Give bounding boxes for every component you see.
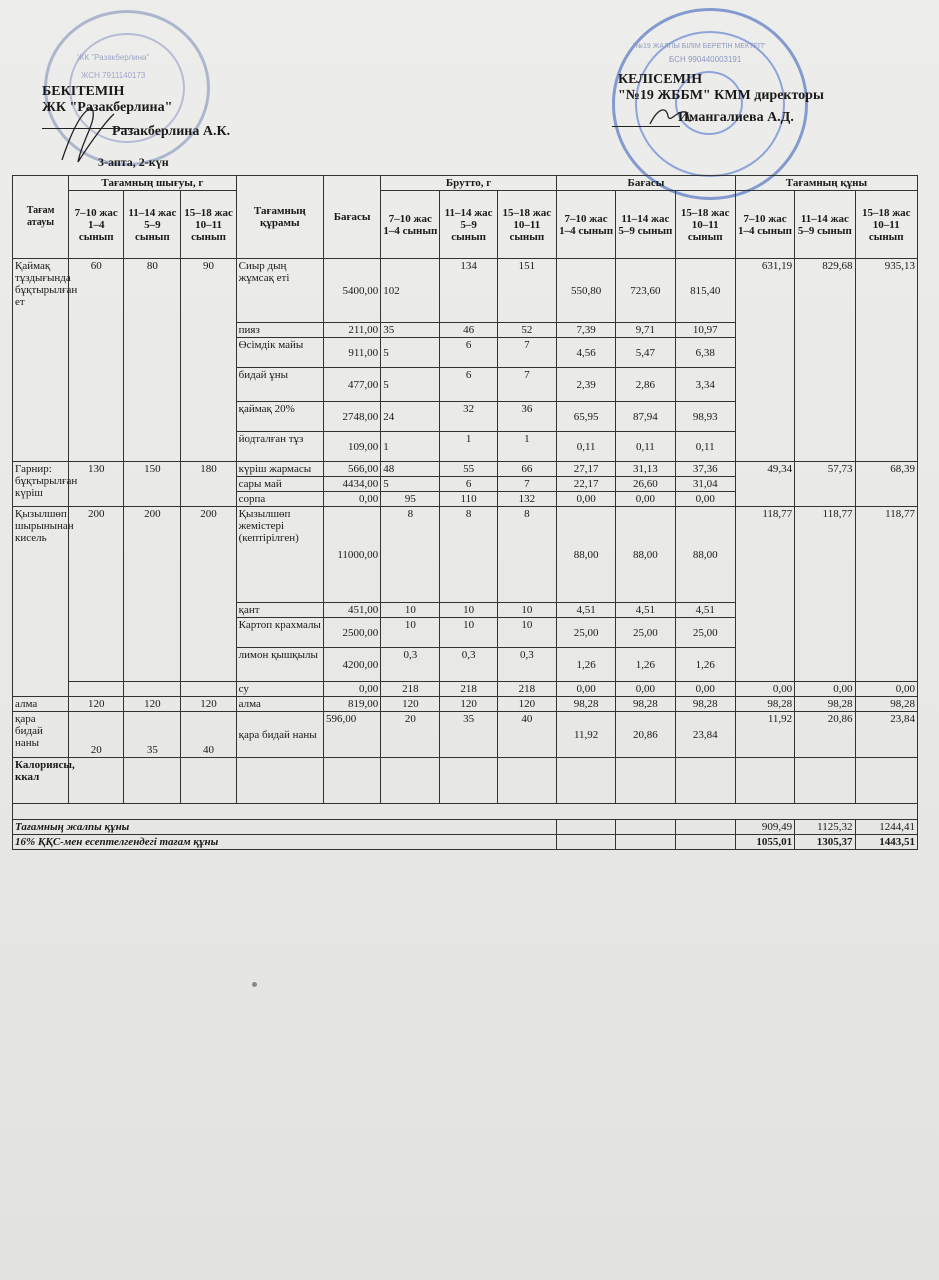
price-cell: 596,00 — [323, 712, 380, 758]
price-cell: 109,00 — [323, 432, 380, 462]
dish-total-cell: 0,00 — [855, 682, 918, 697]
brutto-cell: 218 — [497, 682, 556, 697]
dish-name: Гарнир: бұқтырылған күріш — [13, 462, 69, 507]
output-cell: 80 — [124, 259, 181, 462]
cost-cell: 31,13 — [616, 462, 675, 477]
ingredient-cell: пияз — [236, 323, 323, 338]
dish-total-cell: 49,34 — [735, 462, 794, 507]
price-cell: 0,00 — [323, 682, 380, 697]
brutto-cell: 0,3 — [440, 648, 497, 682]
ingredient-cell: лимон қышқылы — [236, 648, 323, 682]
subheader: 15–18 жас 10–11 сынып — [497, 191, 556, 259]
brutto-cell: 40 — [497, 712, 556, 758]
cost-cell: 88,00 — [556, 507, 615, 603]
brutto-cell: 10 — [440, 603, 497, 618]
dish-total-cell: 23,84 — [855, 712, 918, 758]
dish-total-cell: 98,28 — [735, 697, 794, 712]
ingredient-cell: йодталған тұз — [236, 432, 323, 462]
output-cell: 60 — [69, 259, 124, 462]
output-cell: 35 — [124, 712, 181, 758]
cost-cell: 88,00 — [616, 507, 675, 603]
dish-total-cell: 11,92 — [735, 712, 794, 758]
subheader: 7–10 жас 1–4 сынып — [556, 191, 615, 259]
brutto-cell: 120 — [440, 697, 497, 712]
dish-name: алма — [13, 697, 69, 712]
cost-cell: 25,00 — [556, 618, 615, 648]
header-composition: Тағамның құрамы — [236, 176, 323, 259]
ingredient-cell: Өсімдік майы — [236, 338, 323, 368]
cost-cell: 23,84 — [675, 712, 735, 758]
cost-cell: 20,86 — [616, 712, 675, 758]
subheader: 7–10 жас 1–4 сынып — [69, 191, 124, 259]
cost-cell: 1,26 — [616, 648, 675, 682]
ingredient-cell: Қызылшөп жемістері (кептірілген) — [236, 507, 323, 603]
cost-cell: 0,00 — [675, 682, 735, 697]
output-cell: 150 — [124, 462, 181, 507]
agree-title: КЕЛІСЕМІН — [618, 72, 703, 87]
dish-total-cell: 98,28 — [795, 697, 855, 712]
approve-signer: Разакберлина А.К. — [112, 124, 231, 139]
cost-cell: 10,97 — [675, 323, 735, 338]
cost-cell: 26,60 — [616, 477, 675, 492]
cost-cell: 37,36 — [675, 462, 735, 477]
brutto-cell: 10 — [381, 618, 440, 648]
cost-cell: 88,00 — [675, 507, 735, 603]
total-row — [13, 820, 918, 835]
brutto-cell: 1 — [497, 432, 556, 462]
table-row — [13, 462, 918, 477]
brutto-cell: 20 — [381, 712, 440, 758]
ingredient-cell: күріш жармасы — [236, 462, 323, 477]
approve-org: ЖК "Разакберлина" — [42, 100, 173, 115]
cost-cell: 4,51 — [675, 603, 735, 618]
calorie-row — [13, 758, 918, 804]
price-cell: 911,00 — [323, 338, 380, 368]
stamp-right-text-2: БСН 990440003191 — [669, 55, 742, 64]
dish-name: қара бидай наны — [13, 712, 69, 758]
cost-cell: 1,26 — [556, 648, 615, 682]
grand-total-cell: 1244,41 — [855, 820, 918, 835]
vat-total-row — [13, 835, 918, 850]
brutto-cell: 102 — [381, 259, 440, 323]
cost-cell: 0,00 — [556, 492, 615, 507]
subheader: 7–10 жас 1–4 сынып — [735, 191, 794, 259]
dish-total-cell: 829,68 — [795, 259, 855, 462]
output-cell — [124, 682, 181, 697]
brutto-cell: 95 — [381, 492, 440, 507]
table-row — [13, 697, 918, 712]
header-output: Тағамның шығуы, г — [69, 176, 236, 191]
signature-line — [42, 128, 134, 129]
output-cell: 130 — [69, 462, 124, 507]
output-cell — [69, 682, 124, 697]
brutto-cell: 6 — [440, 477, 497, 492]
cost-cell: 0,11 — [675, 432, 735, 462]
total-label: Тағамның жалпы құны — [13, 820, 557, 835]
cost-cell: 98,28 — [616, 697, 675, 712]
subheader: 11–14 жас 5–9 сынып — [795, 191, 855, 259]
dish-total-cell: 68,39 — [855, 462, 918, 507]
brutto-cell: 35 — [381, 323, 440, 338]
price-cell: 477,00 — [323, 368, 380, 402]
brutto-cell: 7 — [497, 368, 556, 402]
dish-name: Қаймақ тұздығында бұқтырылған ет — [13, 259, 69, 462]
ingredient-cell: су — [236, 682, 323, 697]
subheader: 11–14 жас 5–9 сынып — [616, 191, 675, 259]
dish-total-cell: 0,00 — [735, 682, 794, 697]
paper-speck — [252, 982, 257, 987]
table-row — [13, 259, 918, 323]
brutto-cell: 66 — [497, 462, 556, 477]
vat-total-label: 16% ҚҚС-мен есептелгендегі тағам құны — [13, 835, 557, 850]
brutto-cell: 120 — [497, 697, 556, 712]
spacer-row — [13, 804, 918, 820]
approve-title: БЕКІТЕМІН — [42, 84, 125, 99]
cost-cell: 815,40 — [675, 259, 735, 323]
dish-total-cell: 118,77 — [735, 507, 794, 682]
table-row — [13, 507, 918, 603]
cost-cell: 98,28 — [675, 697, 735, 712]
cost-cell: 98,93 — [675, 402, 735, 432]
brutto-cell: 132 — [497, 492, 556, 507]
brutto-cell: 5 — [381, 368, 440, 402]
cost-cell: 0,00 — [556, 682, 615, 697]
output-cell: 120 — [124, 697, 181, 712]
brutto-cell: 46 — [440, 323, 497, 338]
ingredient-cell: алма — [236, 697, 323, 712]
dish-total-cell: 57,73 — [795, 462, 855, 507]
price-cell: 819,00 — [323, 697, 380, 712]
brutto-cell: 32 — [440, 402, 497, 432]
subheader: 11–14 жас 5–9 сынып — [124, 191, 181, 259]
ingredient-cell: қаймақ 20% — [236, 402, 323, 432]
cost-cell: 2,86 — [616, 368, 675, 402]
cost-cell: 550,80 — [556, 259, 615, 323]
week-day-label: 3-апта, 2-күн — [98, 155, 169, 169]
subheader: 11–14 жас 5–9 сынып — [440, 191, 497, 259]
price-cell: 2748,00 — [323, 402, 380, 432]
price-cell: 5400,00 — [323, 259, 380, 323]
cost-cell: 0,00 — [616, 682, 675, 697]
output-cell: 20 — [69, 712, 124, 758]
output-cell — [181, 682, 236, 697]
ingredient-cell: Картоп крахмалы — [236, 618, 323, 648]
price-cell: 0,00 — [323, 492, 380, 507]
dish-total-cell: 118,77 — [795, 507, 855, 682]
subheader: 15–18 жас 10–11 сынып — [855, 191, 918, 259]
ingredient-cell: сорпа — [236, 492, 323, 507]
dish-total-cell: 935,13 — [855, 259, 918, 462]
brutto-cell: 8 — [497, 507, 556, 603]
brutto-cell: 10 — [497, 618, 556, 648]
brutto-cell: 5 — [381, 477, 440, 492]
dish-total-cell: 98,28 — [855, 697, 918, 712]
brutto-cell: 0,3 — [381, 648, 440, 682]
dish-total-cell: 0,00 — [795, 682, 855, 697]
brutto-cell: 24 — [381, 402, 440, 432]
brutto-cell: 8 — [381, 507, 440, 603]
brutto-cell: 7 — [497, 338, 556, 368]
cost-cell: 9,71 — [616, 323, 675, 338]
cost-cell: 0,00 — [616, 492, 675, 507]
cost-cell: 98,28 — [556, 697, 615, 712]
stamp-left-text-1: ЖК "Разакберлина" — [77, 53, 150, 62]
cost-cell: 723,60 — [616, 259, 675, 323]
vat-total-cell: 1055,01 — [735, 835, 794, 850]
dish-total-cell: 631,19 — [735, 259, 794, 462]
agreement-block — [618, 72, 824, 126]
ingredient-cell: бидай ұны — [236, 368, 323, 402]
cost-cell: 4,51 — [616, 603, 675, 618]
menu-table — [12, 175, 918, 850]
brutto-cell: 55 — [440, 462, 497, 477]
output-cell: 200 — [69, 507, 124, 682]
cost-cell: 27,17 — [556, 462, 615, 477]
approval-block — [42, 84, 231, 169]
subheader: 15–18 жас 10–11 сынып — [181, 191, 236, 259]
grand-total-cell: 909,49 — [735, 820, 794, 835]
brutto-cell: 151 — [497, 259, 556, 323]
cost-cell: 0,00 — [675, 492, 735, 507]
cost-cell: 3,34 — [675, 368, 735, 402]
brutto-cell: 1 — [381, 432, 440, 462]
agree-org: "№19 ЖББМ" КММ директоры — [618, 88, 824, 103]
price-cell: 2500,00 — [323, 618, 380, 648]
price-cell: 4200,00 — [323, 648, 380, 682]
header-dish-cost: Тағамның құны — [735, 176, 917, 191]
stamp-left-text-2: ЖСН 7911140173 — [81, 71, 146, 80]
brutto-cell: 10 — [440, 618, 497, 648]
grand-total-cell: 1125,32 — [795, 820, 855, 835]
cost-cell: 31,04 — [675, 477, 735, 492]
brutto-cell: 7 — [497, 477, 556, 492]
output-cell: 120 — [181, 697, 236, 712]
price-cell: 4434,00 — [323, 477, 380, 492]
ingredient-cell: қара бидай наны — [236, 712, 323, 758]
header-brutto: Брутто, г — [381, 176, 557, 191]
header-dish: Тағам атауы — [13, 176, 69, 259]
brutto-cell: 5 — [381, 338, 440, 368]
dish-total-cell: 118,77 — [855, 507, 918, 682]
subheader: 15–18 жас 10–11 сынып — [675, 191, 735, 259]
calorie-label: Калориясы, ккал — [13, 758, 69, 804]
vat-total-cell: 1305,37 — [795, 835, 855, 850]
cost-cell: 4,56 — [556, 338, 615, 368]
brutto-cell: 120 — [381, 697, 440, 712]
table-row — [13, 712, 918, 758]
brutto-cell: 218 — [381, 682, 440, 697]
brutto-cell: 35 — [440, 712, 497, 758]
cost-cell: 65,95 — [556, 402, 615, 432]
price-cell: 566,00 — [323, 462, 380, 477]
stamp-right-text-1: "№19 ЖАЛПЫ БІЛІМ БЕРЕТІН МЕКТЕП" — [633, 43, 766, 50]
cost-cell: 25,00 — [675, 618, 735, 648]
ingredient-cell: сары май — [236, 477, 323, 492]
output-cell: 200 — [124, 507, 181, 682]
dish-name: Қызылшөп шырынынан кисель — [13, 507, 69, 697]
cost-cell: 7,39 — [556, 323, 615, 338]
header-price: Бағасы — [323, 176, 380, 259]
brutto-cell: 6 — [440, 368, 497, 402]
cost-cell: 1,26 — [675, 648, 735, 682]
brutto-cell: 36 — [497, 402, 556, 432]
brutto-cell: 10 — [497, 603, 556, 618]
price-cell: 451,00 — [323, 603, 380, 618]
output-cell: 120 — [69, 697, 124, 712]
header-cost: Бағасы — [556, 176, 735, 191]
brutto-cell: 0,3 — [497, 648, 556, 682]
cost-cell: 25,00 — [616, 618, 675, 648]
output-cell: 200 — [181, 507, 236, 682]
cost-cell: 5,47 — [616, 338, 675, 368]
cost-cell: 6,38 — [675, 338, 735, 368]
cost-cell: 4,51 — [556, 603, 615, 618]
brutto-cell: 10 — [381, 603, 440, 618]
ingredient-cell: қант — [236, 603, 323, 618]
brutto-cell: 52 — [497, 323, 556, 338]
brutto-cell: 8 — [440, 507, 497, 603]
price-cell: 11000,00 — [323, 507, 380, 603]
output-cell: 40 — [181, 712, 236, 758]
cost-cell: 0,11 — [616, 432, 675, 462]
brutto-cell: 218 — [440, 682, 497, 697]
cost-cell: 11,92 — [556, 712, 615, 758]
agree-signer: Имангалиева А.Д. — [678, 110, 794, 125]
output-cell: 90 — [181, 259, 236, 462]
vat-total-cell: 1443,51 — [855, 835, 918, 850]
dish-total-cell: 20,86 — [795, 712, 855, 758]
cost-cell: 2,39 — [556, 368, 615, 402]
table-row — [13, 682, 918, 697]
cost-cell: 0,11 — [556, 432, 615, 462]
subheader: 7–10 жас 1–4 сынып — [381, 191, 440, 259]
cost-cell: 22,17 — [556, 477, 615, 492]
signature-line — [612, 126, 680, 127]
brutto-cell: 110 — [440, 492, 497, 507]
output-cell: 180 — [181, 462, 236, 507]
brutto-cell: 134 — [440, 259, 497, 323]
brutto-cell: 1 — [440, 432, 497, 462]
cost-cell: 87,94 — [616, 402, 675, 432]
price-cell: 211,00 — [323, 323, 380, 338]
ingredient-cell: Сиыр дың жұмсақ еті — [236, 259, 323, 323]
brutto-cell: 6 — [440, 338, 497, 368]
brutto-cell: 48 — [381, 462, 440, 477]
